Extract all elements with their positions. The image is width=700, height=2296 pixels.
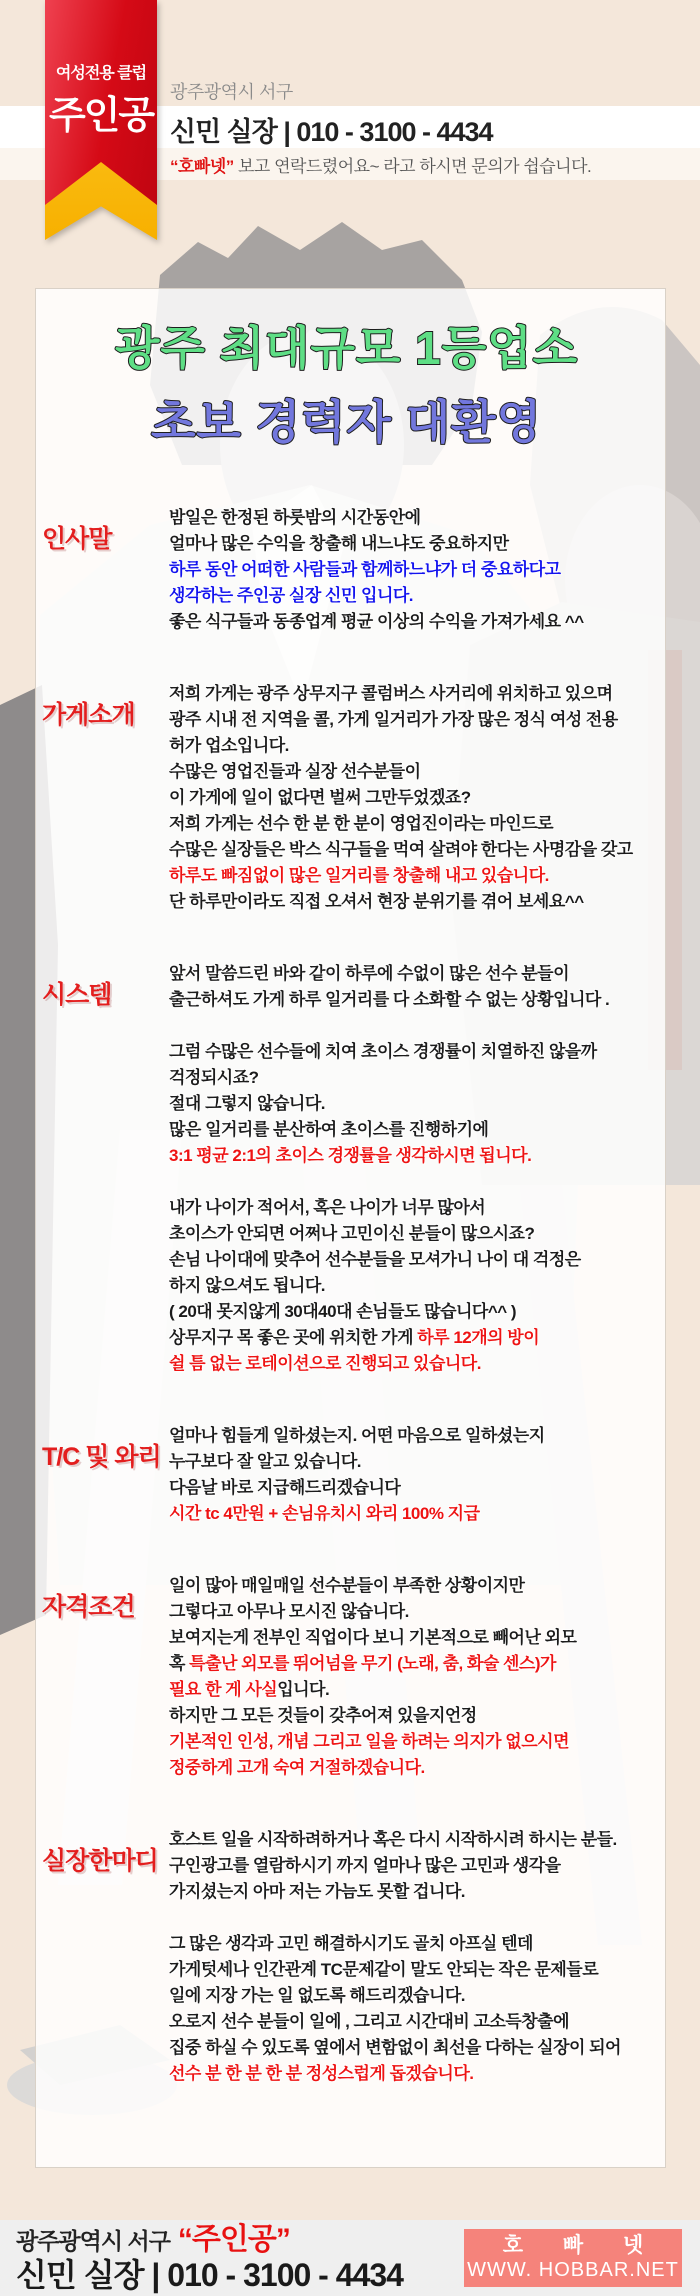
- header-quote: [170, 152, 591, 177]
- section-heading-shop-intro: 가게소개: [42, 701, 135, 729]
- header-region: 광주광역시 서구: [170, 82, 293, 102]
- body-line: 절대 그렇지 않습니다.: [169, 1094, 325, 1113]
- section-system: [36, 961, 657, 1377]
- body-line: 일에 지장 가는 일 없도록 해드리겠습니다.: [169, 1986, 466, 2005]
- body-line: 시간 tc 4만원 + 손님유치시 와리 100% 지급: [169, 1504, 480, 1523]
- body-line: 하루도 빠짐없이 많은 일거리를 창출해 내고 있습니다.: [169, 866, 549, 885]
- content-panel: [35, 288, 666, 2168]
- section-body-greeting: [169, 505, 657, 635]
- hobbar-badge[interactable]: [464, 2229, 682, 2287]
- ribbon-subtitle: 여성전용 클럽: [55, 65, 147, 82]
- sections-container: [36, 505, 657, 2087]
- section-tc-wari: [36, 1423, 657, 1527]
- body-line: 3:1 평균 2:1의 초이스 경쟁률을 생각하시면 됩니다.: [169, 1146, 532, 1165]
- quote-rest: 보고 연락드렸어요~ 라고 하시면 문의가 쉽습니다.: [233, 157, 592, 176]
- body-line: 누구보다 잘 알고 있습니다.: [169, 1452, 362, 1471]
- body-line: 그 많은 생각과 고민 해결하시기도 골치 아프실 텐데: [169, 1934, 533, 1953]
- hero-title-1: 광주 최대규모 1등업소: [114, 322, 579, 374]
- section-heading-manager-note: 실장한마디: [42, 1847, 158, 1875]
- body-line: 다음날 바로 지급해드리겠습니다: [169, 1478, 401, 1497]
- body-line: 출근하셔도 가게 하루 일거리를 다 소화할 수 없는 상황입니다 .: [169, 990, 610, 1009]
- section-qualifications: [36, 1573, 657, 1781]
- footer-region: 광주광역시 서구: [16, 2227, 170, 2254]
- body-line: 많은 일거리를 분산하여 초이스를 진행하기에: [169, 1120, 489, 1139]
- body-line: 단 하루만이라도 직접 오셔서 현장 분위기를 겪어 보세요^^: [169, 892, 584, 911]
- body-line: 상무지구 목 좋은 곳에 위치한 가게 하루 12개의 방이: [169, 1328, 540, 1347]
- footer-contact-block: [16, 2223, 403, 2293]
- body-line: 손님 나이대에 맞추어 선수분들을 모셔가니 나이 대 걱정은: [169, 1250, 581, 1269]
- body-line: 쉴 틈 없는 로테이션으로 진행되고 있습니다.: [169, 1354, 481, 1373]
- section-body-tc-wari: [169, 1423, 657, 1527]
- section-heading-greeting: 인사말: [42, 525, 112, 553]
- body-line: 초이스가 안되면 어쩌나 고민이신 분들이 많으시죠?: [169, 1224, 535, 1243]
- hobbar-badge-url: WWW. HOBBAR.NET: [467, 2258, 679, 2281]
- section-heading-tc-wari: T/C 및 와리: [42, 1443, 161, 1471]
- ribbon-title: 주인공: [48, 95, 154, 137]
- header: [0, 0, 700, 180]
- section-heading-qualifications: 자격조건: [42, 1593, 135, 1621]
- section-greeting: [36, 505, 657, 635]
- body-line: 보여지는게 전부인 직업이다 보니 기본적으로 빼어난 외모: [169, 1628, 577, 1647]
- section-body-shop-intro: [169, 681, 657, 915]
- section-heading-system: 시스템: [42, 981, 112, 1009]
- body-line: 밤일은 한정된 하룻밤의 시간동안에: [169, 508, 421, 527]
- body-line: [169, 1169, 657, 1195]
- brand-ribbon: [45, 0, 157, 240]
- footer-brand: “주인공”: [177, 2222, 290, 2256]
- body-line: 얼마나 힘들게 일하셨는지. 어떤 마음으로 일하셨는지: [169, 1426, 545, 1445]
- body-line: 선수 분 한 분 한 분 정성스럽게 돕겠습니다.: [169, 2064, 474, 2083]
- body-line: 수많은 영업진들과 실장 선수분들이: [169, 762, 421, 781]
- body-line: 혹 특출난 외모를 뛰어넘을 무기 (노래, 춤, 화술 센스)가: [169, 1654, 556, 1673]
- body-line: 좋은 식구들과 동종업계 평균 이상의 수익을 가져가세요 ^^: [169, 612, 584, 631]
- body-line: 광주 시내 전 지역을 콜, 가게 일거리가 가장 많은 정식 여성 전용: [169, 710, 618, 729]
- body-line: 하루 동안 어떠한 사람들과 함께하느냐가 더 중요하다고: [169, 560, 561, 579]
- body-line: 가지셨는지 아마 저는 가늠도 못할 겁니다.: [169, 1882, 466, 1901]
- body-line: 앞서 말씀드린 바와 같이 하루에 수없이 많은 선수 분들이: [169, 964, 569, 983]
- footer-region-line: [16, 2223, 403, 2256]
- body-line: 저희 가게는 선수 한 분 한 분이 영업진이라는 마인드로: [169, 814, 554, 833]
- body-line: 저희 가게는 광주 상무지구 콜럼버스 사거리에 위치하고 있으며: [169, 684, 613, 703]
- section-shop-intro: [36, 681, 657, 915]
- body-line: [169, 1013, 657, 1039]
- body-line: 집중 하실 수 있도록 옆에서 변함없이 최선을 다하는 실장이 되어: [169, 2038, 621, 2057]
- main-area: [0, 180, 700, 2220]
- hero-title-2: 초보 경력자 대환영: [150, 396, 543, 448]
- body-line: 필요 한 게 사실입니다.: [169, 1680, 330, 1699]
- hobbar-badge-title: 호 빠 넷: [502, 2234, 644, 2258]
- body-line: 구인광고를 열람하시기 까지 얼마나 많은 고민과 생각을: [169, 1856, 561, 1875]
- footer-contact[interactable]: 신민 실장 | 010 - 3100 - 4434: [16, 2256, 403, 2293]
- body-line: ( 20대 못지않게 30대40대 손님들도 많습니다^^ ): [169, 1302, 517, 1321]
- body-line: 생각하는 주인공 실장 신민 입니다.: [169, 586, 414, 605]
- body-line: 수많은 실장들은 박스 식구들을 먹여 살려야 한다는 사명감을 갖고: [169, 840, 633, 859]
- body-line: 이 가게에 일이 없다면 벌써 그만두었겠죠?: [169, 788, 471, 807]
- body-line: 일이 많아 매일매일 선수분들이 부족한 상황이지만: [169, 1576, 525, 1595]
- body-line: 얼마나 많은 수익을 창출해 내느냐도 중요하지만: [169, 534, 509, 553]
- header-contact[interactable]: 신민 실장 | 010 - 3100 - 4434: [170, 117, 493, 147]
- section-body-qualifications: [169, 1573, 657, 1781]
- body-line: 가게텃세나 인간관계 TC문제같이 말도 안되는 작은 문제들로: [169, 1960, 599, 1979]
- body-line: 하지 않으셔도 됩니다.: [169, 1276, 325, 1295]
- body-line: 그렇다고 아무나 모시진 않습니다.: [169, 1602, 409, 1621]
- body-line: [169, 1905, 657, 1931]
- body-line: 허가 업소입니다.: [169, 736, 289, 755]
- body-line: 걱정되시죠?: [169, 1068, 259, 1087]
- body-line: 하지만 그 모든 것들이 갖추어져 있을지언정: [169, 1706, 477, 1725]
- footer: [0, 2220, 700, 2296]
- body-line: 정중하게 고개 숙여 거절하겠습니다.: [169, 1758, 425, 1777]
- section-body-system: [169, 961, 657, 1377]
- body-line: 호스트 일을 시작하려하거나 혹은 다시 시작하시려 하시는 분들.: [169, 1830, 617, 1849]
- body-line: 내가 나이가 적어서, 혹은 나이가 너무 많아서: [169, 1198, 486, 1217]
- quote-highlight: “호빠넷”: [170, 157, 234, 176]
- body-line: 오로지 선수 분들이 일에 , 그리고 시간대비 고소득창출에: [169, 2012, 569, 2031]
- body-line: 기본적인 인성, 개념 그리고 일을 하려는 의지가 없으시면: [169, 1732, 569, 1751]
- section-manager-note: [36, 1827, 657, 2087]
- body-line: 그럼 수많은 선수들에 치여 초이스 경쟁률이 치열하진 않을까: [169, 1042, 597, 1061]
- section-body-manager-note: [169, 1827, 657, 2087]
